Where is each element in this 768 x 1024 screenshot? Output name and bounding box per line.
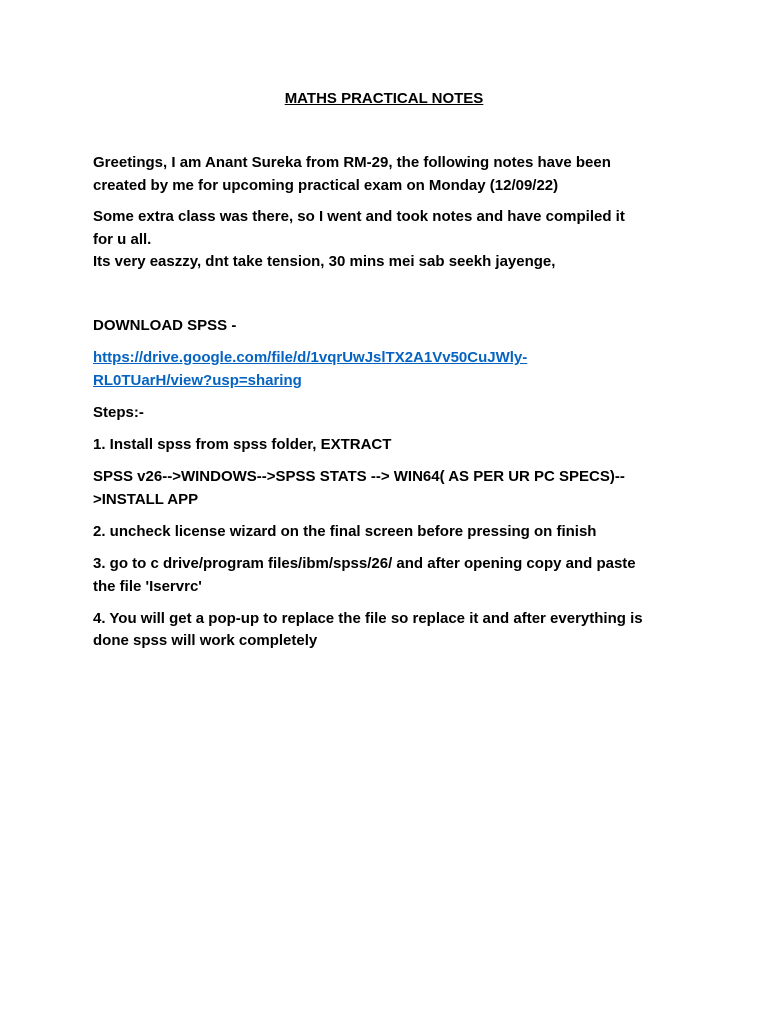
step-4-line-1: 4. You will get a pop-up to replace the file so replace it and after everything is	[93, 610, 643, 627]
intro-line-2: created by me for upcoming practical exam on Monday (12/09/22)	[93, 177, 559, 194]
step-3-line-2: the file 'Iservrc'	[93, 578, 202, 595]
steps-heading: Steps:-	[93, 404, 144, 421]
install-path-line-2: >INSTALL APP	[93, 491, 199, 508]
intro-line-1: Greetings, I am Anant Sureka from RM-29, the following notes have been	[93, 154, 611, 171]
download-heading: DOWNLOAD SPSS -	[93, 317, 237, 334]
extra-line-2: for u all.	[93, 231, 152, 248]
step-1: 1. Install spss from spss folder, EXTRACT	[93, 436, 392, 453]
step-4-line-2: done spss will work completely	[93, 632, 318, 649]
extra-line-3: Its very easzzy, dnt take tension, 30 mins mei sab seekh jayenge,	[93, 253, 556, 270]
extra-line-1: Some extra class was there, so I went and took notes and have compiled it	[93, 208, 625, 225]
install-path-line-1: SPSS v26-->WINDOWS-->SPSS STATS --> WIN64( AS PER UR PC SPECS)--	[93, 468, 625, 485]
download-link-line-1[interactable]: https://drive.google.com/file/d/1vqrUwJslTX2A1Vv50CuJWly-	[93, 349, 528, 366]
step-2: 2. uncheck license wizard on the final screen before pressing on finish	[93, 523, 597, 540]
download-link-line-2[interactable]: RL0TUarH/view?usp=sharing	[93, 372, 302, 389]
document-title: MATHS PRACTICAL NOTES	[284, 90, 484, 107]
step-3-line-1: 3. go to c drive/program files/ibm/spss/26/ and after opening copy and paste	[93, 555, 636, 572]
